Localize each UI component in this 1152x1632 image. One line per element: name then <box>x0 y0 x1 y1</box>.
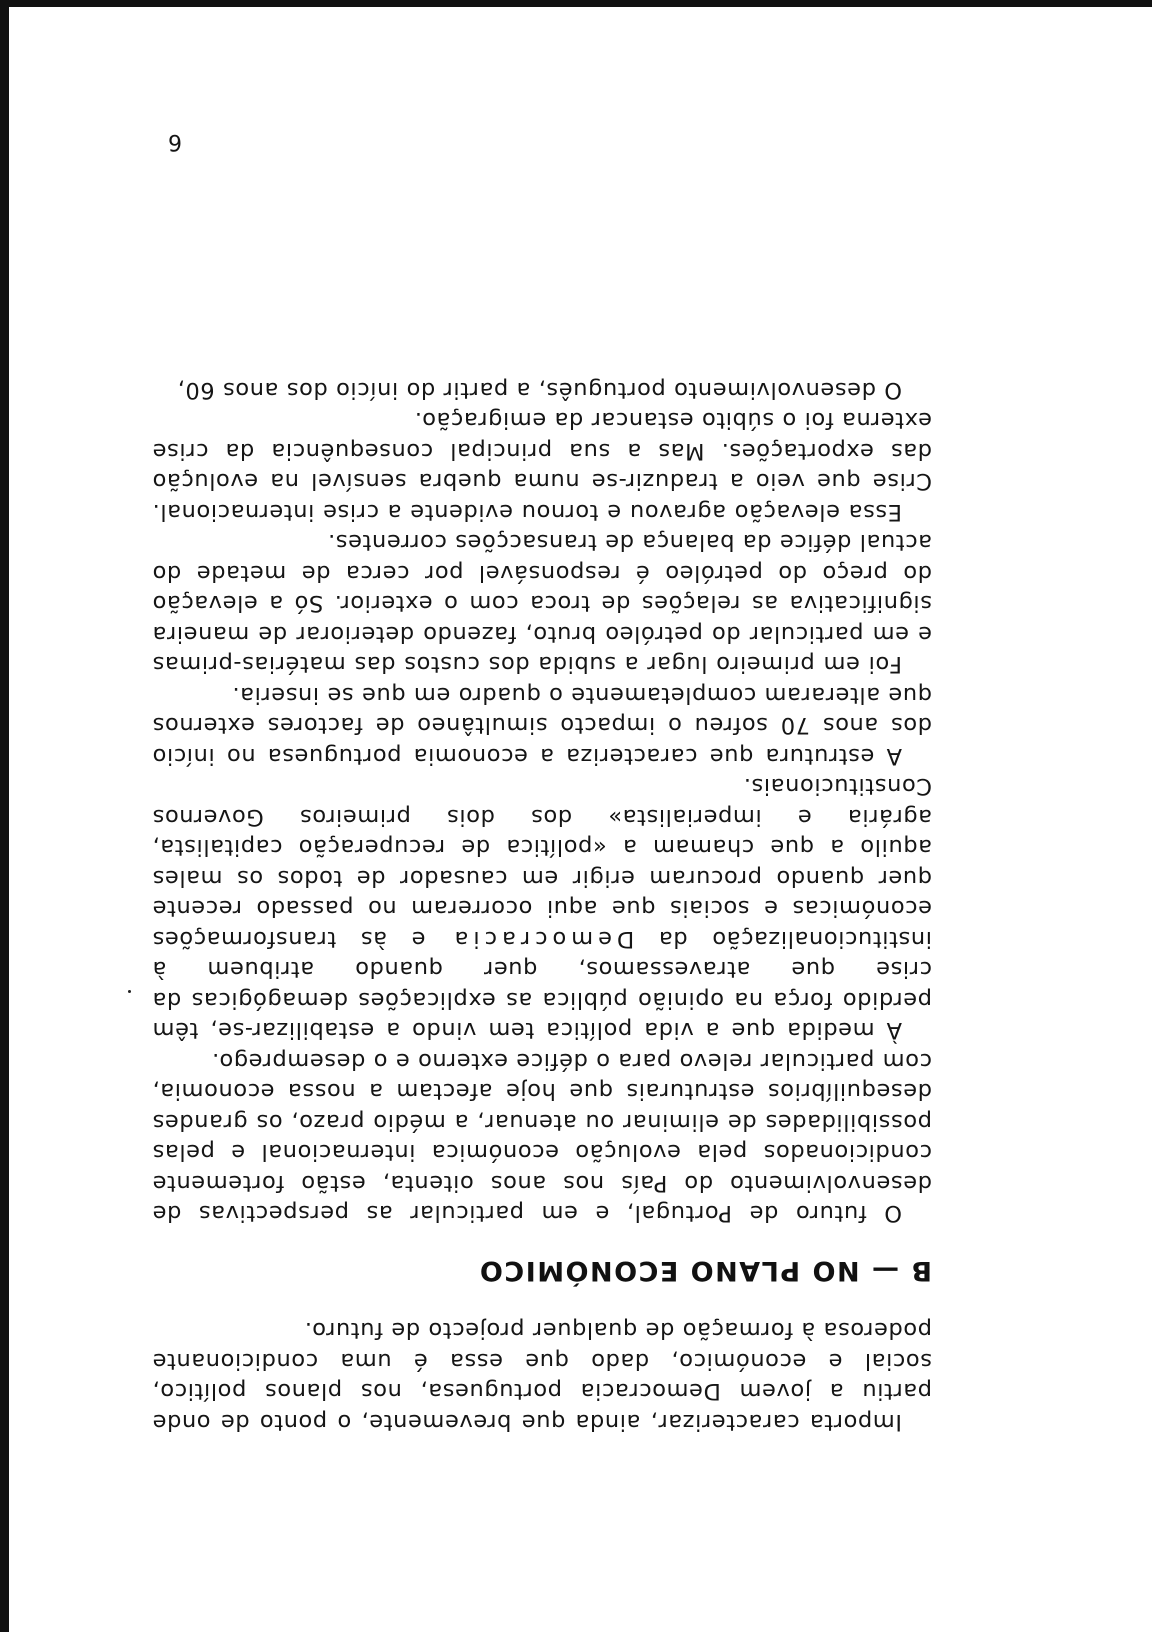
text-column <box>152 375 932 1438</box>
paragraph-4: Foi em primeiro lugar a subida dos custos das matérias-primas e em particular do petróleo bruto, fazendo deteriorar de maneira significativa as relações de troca com o exterior. Só a elevação do preço do petróleo é responsável por cerca de metade do actual défice da balança de transacções correntes. <box>152 529 932 678</box>
section-heading: B — NO PLANO ECONÓMICO <box>478 1255 932 1286</box>
paragraph-2-part-a: À medida que a vida política tem vindo a estabilizar-se, têm perdido força na opinião pública as explicações demagógicas da crise que atravessamos, quer quando atribuem à institucionalização da <box>152 926 932 1044</box>
intro-paragraph: Importa caracterizar, ainda que brevemente, o ponto de onde partiu a jovem Democracia portuguesa, nos planos político, social e económico, dado que essa é uma condicionante poderosa à formação de qualquer projecto de futuro. <box>152 1317 932 1435</box>
paragraph-3: A estrutura que caracteriza a economia portuguesa no início dos anos 70 sofreu o impacto simultâneo de factores externos que alteraram completamente o quadro em que se inseria. <box>152 682 932 769</box>
paragraph-2-part-b: e às transformações económicas e sociais que aqui ocorreram no passado recente quer quando procuram erigir em causador de todos os males aquilo a que chamam a «política de recuperação capitalista, agrária e imperialista» dos dois primeiros Governos Constitucionais. <box>152 773 932 952</box>
page-number: 6 <box>168 129 182 154</box>
paragraph-5: Essa elevação agravou e tornou evidente a crise internacional. Crise que veio a traduzir-se numa quebra sensível na evolução das exportações. Mas a sua principal consequência da crise externa foi o súbito estancar da emigração. <box>152 407 932 525</box>
paragraph-1: O futuro de Portugal, e em particular as perspectivas de desenvolvimento do País nos anos oitenta, estão fortemente condicionados pela evolução económica internacional e pelas possibilidades de eliminar ou atenuar, a médio prazo, os grandes desequilíbrios estruturais que hoje afectam a nossa economia, com particular relevo para o défice externo e o desemprego. <box>152 1048 932 1227</box>
paragraph-2-emphasis: Democracia <box>449 926 635 952</box>
paragraph-2 <box>152 771 932 1046</box>
paragraph-6: O desenvolvimento português, a partir do início dos anos 60, <box>177 377 902 403</box>
